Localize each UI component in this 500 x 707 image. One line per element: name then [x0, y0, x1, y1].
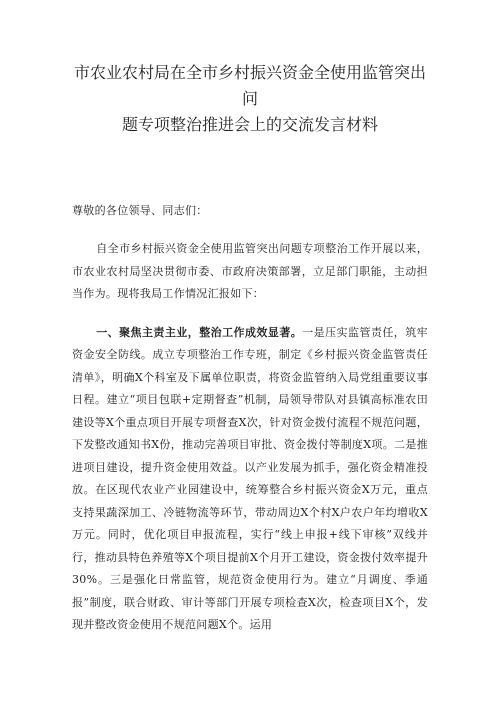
- intro-paragraph: 自全市乡村振兴资金全使用监管突出问题专项整治工作开展以来，市农业农村局坚决贯彻市委、市政府决策部署，立足部门职能，主动担当作为。现将我局工作情况汇报如下：: [72, 242, 428, 300]
- salutation: 尊敬的各位领导、同志们：: [72, 204, 208, 217]
- section-1-paragraph: [72, 322, 428, 637]
- document-title: [72, 60, 428, 138]
- title-line-1: 市农业农村局在全市乡村振兴资金全使用监管突出问: [73, 63, 426, 108]
- title-line-2: 题专项整治推进会上的交流发言材料: [121, 115, 378, 134]
- section-1-heading: 一、聚焦主责主业，整治工作成效显著。: [96, 325, 303, 339]
- section-1-body: 一是压实监管责任，筑牢资金安全防线。成立专项整治工作专班，制定《乡村振兴资金监管责任清单》，明确X个科室及下属单位职责，将资金监管纳入局党组重要议事日程。建立“项目包联+定期督查”机制，局领导带队对县镇高标准农田建设等X个重点项目开展专项督查X次，针对资金拨付流程不规范问题，下发整改通知书X份，推动完善项目审批、资金拨付等制度X项。二是推进项目建设，提升资金使用效益。以产业发展为抓手，强化资金精准投放。在区现代农业产业园建设中，统筹整合乡村振兴资金X万元，重点支持果蔬深加工、冷链物流等环节，带动周边X个村X户农户年均增收X万元。同时，优化项目申报流程，实行“线上申报+线下审核”双线并行，推动县特色养殖等X个项目提前X个月开工建设，资金拨付效率提升30%。三是强化日常监管，规范资金使用行为。建立“月调度、季通报”制度，联合财政、审计等部门开展专项检查X次，检查项目X个，发现并整改资金使用不规范问题X个。运用: [72, 325, 428, 631]
